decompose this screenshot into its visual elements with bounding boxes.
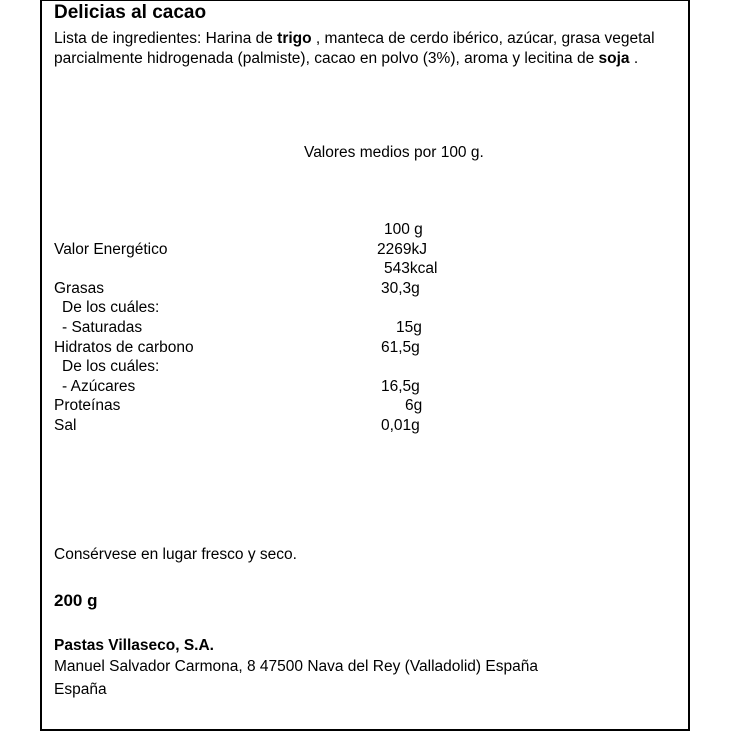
nutrition-row-label: Proteínas — [54, 397, 121, 414]
nutrition-row-value: 543kcal — [384, 260, 438, 277]
nutrition-row-label: Hidratos de carbono — [54, 339, 194, 356]
product-title: Delicias al cacao — [54, 2, 207, 23]
ingredients-suffix: . — [629, 50, 639, 67]
nutrition-row-label: Valor Energético — [54, 241, 168, 258]
allergen-trigo: trigo — [277, 30, 312, 47]
nutrition-row-value: 6g — [405, 397, 423, 414]
allergen-soja: soja — [598, 50, 630, 67]
nutrition-row-label: De los cuáles: — [62, 299, 160, 316]
nutrition-row-value: 30,3g — [381, 280, 420, 297]
nutrition-row-label: - Saturadas — [62, 319, 143, 336]
nutrition-row-value: 15g — [396, 319, 422, 336]
ingredients-prefix: Lista de ingredientes: Harina de — [54, 30, 278, 47]
net-weight: 200 g — [54, 591, 98, 610]
storage-instructions: Consérvese en lugar fresco y seco. — [54, 546, 297, 563]
nutrition-column-header: 100 g — [384, 221, 423, 238]
nutrition-row-value: 16,5g — [381, 378, 420, 395]
manufacturer-name: Pastas Villaseco, S.A. — [54, 637, 214, 654]
nutrition-header: Valores medios por 100 g. — [304, 144, 484, 161]
ingredients-middle: , manteca de cerdo ibérico, azúcar, grasa vegetal parcialmente hidrogenada (palmiste), cacao en polvo (3%), aroma y lecitina de — [54, 30, 655, 67]
nutrition-row-value: 2269kJ — [377, 241, 427, 258]
manufacturer-address: Manuel Salvador Carmona, 8 47500 Nava del Rey (Valladolid) España — [54, 658, 538, 675]
nutrition-row-label: De los cuáles: — [62, 358, 160, 375]
nutrition-row-value: 0,01g — [381, 417, 420, 434]
manufacturer-country: España — [54, 681, 107, 698]
nutrition-row-label: - Azúcares — [62, 378, 136, 395]
nutrition-row-value: 61,5g — [381, 339, 420, 356]
nutrition-row-label: Sal — [54, 417, 77, 434]
nutrition-row-label: Grasas — [54, 280, 104, 297]
ingredients-list — [54, 29, 664, 69]
